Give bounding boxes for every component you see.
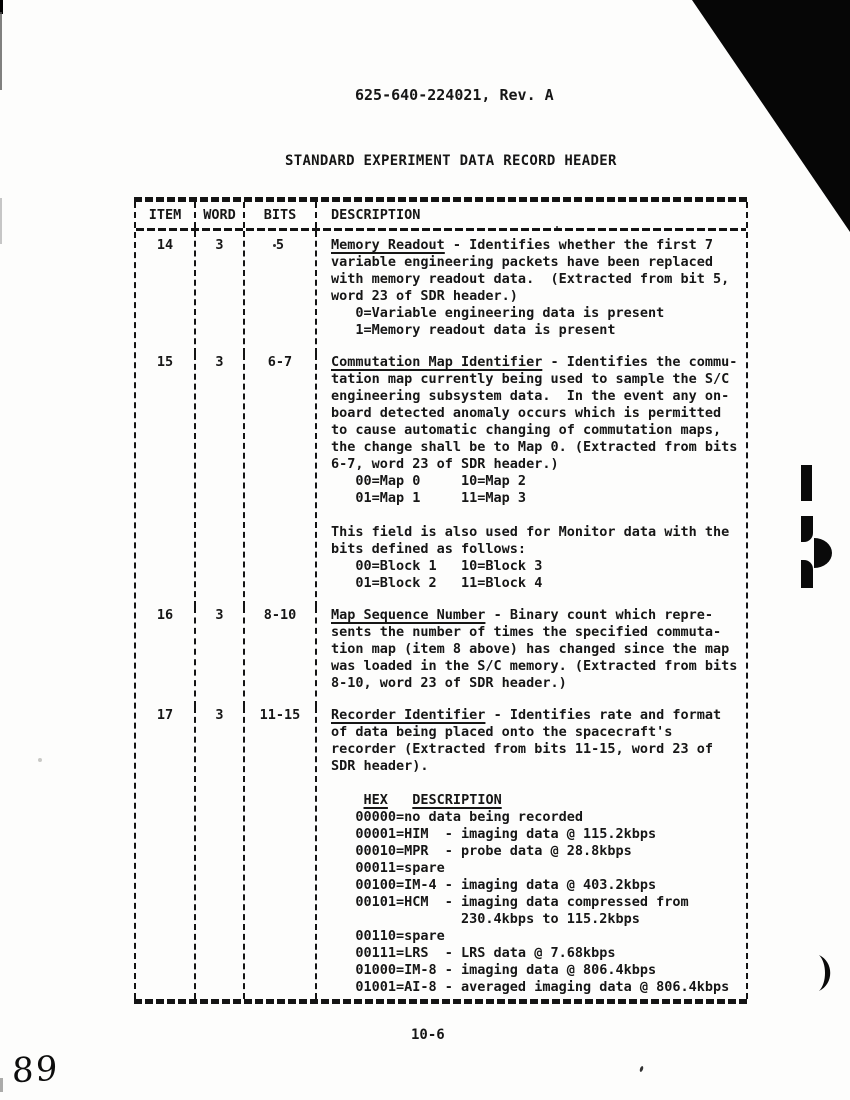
bits-cell: 11-15: [245, 707, 317, 999]
item-cell: 16: [136, 607, 196, 707]
bits-cell: 8-10: [245, 607, 317, 707]
doc-number: 625-640-224021, Rev. A: [355, 86, 554, 104]
scan-edge-mark: [0, 12, 2, 90]
description-cell: Commutation Map Identifier - Identifies the commu- tation map currently being used to sample the S/C engineering subsystem data. In the event any on- board detected anomaly occurs which is permitted to cause automatic changing of commutation maps, the change shall be to Map 0. (Extracted from bits 6-7, word 23 of SDR header.) 00=Map 0 10=Map 2 01=Map 1 11=Map 3 This field is also used for Monitor data with the bits defined as follows: 00=Block 1 10=Block 3 01=Block 2 11=Block 4: [331, 354, 738, 591]
word-cell: 3: [196, 354, 245, 607]
table-row: [136, 354, 746, 607]
page-number: 10-6: [411, 1027, 445, 1043]
bits-cell: 6-7: [245, 354, 317, 607]
scan-edge-mark: [0, 1078, 3, 1092]
table-row: [136, 607, 746, 707]
scan-crescent-mark: [817, 954, 837, 992]
word-cell: 3: [196, 231, 245, 354]
ink-speck: [639, 1066, 644, 1073]
table-row: [136, 707, 746, 999]
description-cell: Memory Readout - Identifies whether the first 7 variable engineering packets have been replaced with memory readout data. (Extracted from bit 5, word 23 of SDR header.) 0=Variable engineering data is present 1=Memory readout data is present: [331, 237, 730, 338]
ink-speck: [38, 758, 42, 762]
scan-edge-mark: [0, 198, 2, 244]
description-cell: Map Sequence Number - Binary count which repre- sents the number of times the specified commuta- tion map (item 8 above) has changed since the map was loaded in the S/C memory. (Extracted from bits 8-10, word 23 of SDR header.): [331, 607, 738, 691]
scan-binder-mark: [814, 538, 832, 568]
item-cell: 15: [136, 354, 196, 607]
description-cell: Recorder Identifier - Identifies rate and format of data being placed onto the spacecraft's recorder (Extracted from bits 11-15, word 23 of SDR header). HEX DESCRIPTION 00000=no data being recorded 00001=HIM - imaging data @ 115.2kbps 00010=MPR - probe data @ 28.8kbps 00011=spare 00100=IM-4 - imaging data @ 403.2kbps 00101=HCM - imaging data compressed from 230.4kbps to 115.2kbps 00110=spare 00111=LRS - LRS data @ 7.68kbps 01000=IM-8 - imaging data @ 806.4kbps 01001=AI-8 - averaged imaging data @ 806.4kbps: [331, 707, 730, 995]
scan-binder-mark: [801, 465, 812, 501]
table-body: [136, 231, 746, 999]
page-title: STANDARD EXPERIMENT DATA RECORD HEADER: [285, 153, 617, 169]
word-cell: 3: [196, 607, 245, 707]
column-header-description: DESCRIPTION: [331, 207, 421, 223]
column-header-word: WORD: [196, 202, 245, 228]
sdr-header-table: [134, 197, 748, 1004]
bits-cell: 5: [245, 231, 317, 354]
handwritten-note: 89: [11, 1048, 60, 1092]
item-cell: 14: [136, 231, 196, 354]
table-bottom-border: [134, 999, 748, 1004]
word-cell: 3: [196, 707, 245, 999]
column-header-item: ITEM: [136, 202, 196, 228]
column-header-bits: BITS: [245, 202, 317, 228]
table-header-row: [136, 202, 746, 228]
table-row: [136, 231, 746, 354]
item-cell: 17: [136, 707, 196, 999]
scan-binder-mark: [801, 516, 813, 542]
scan-binder-mark: [801, 560, 813, 588]
